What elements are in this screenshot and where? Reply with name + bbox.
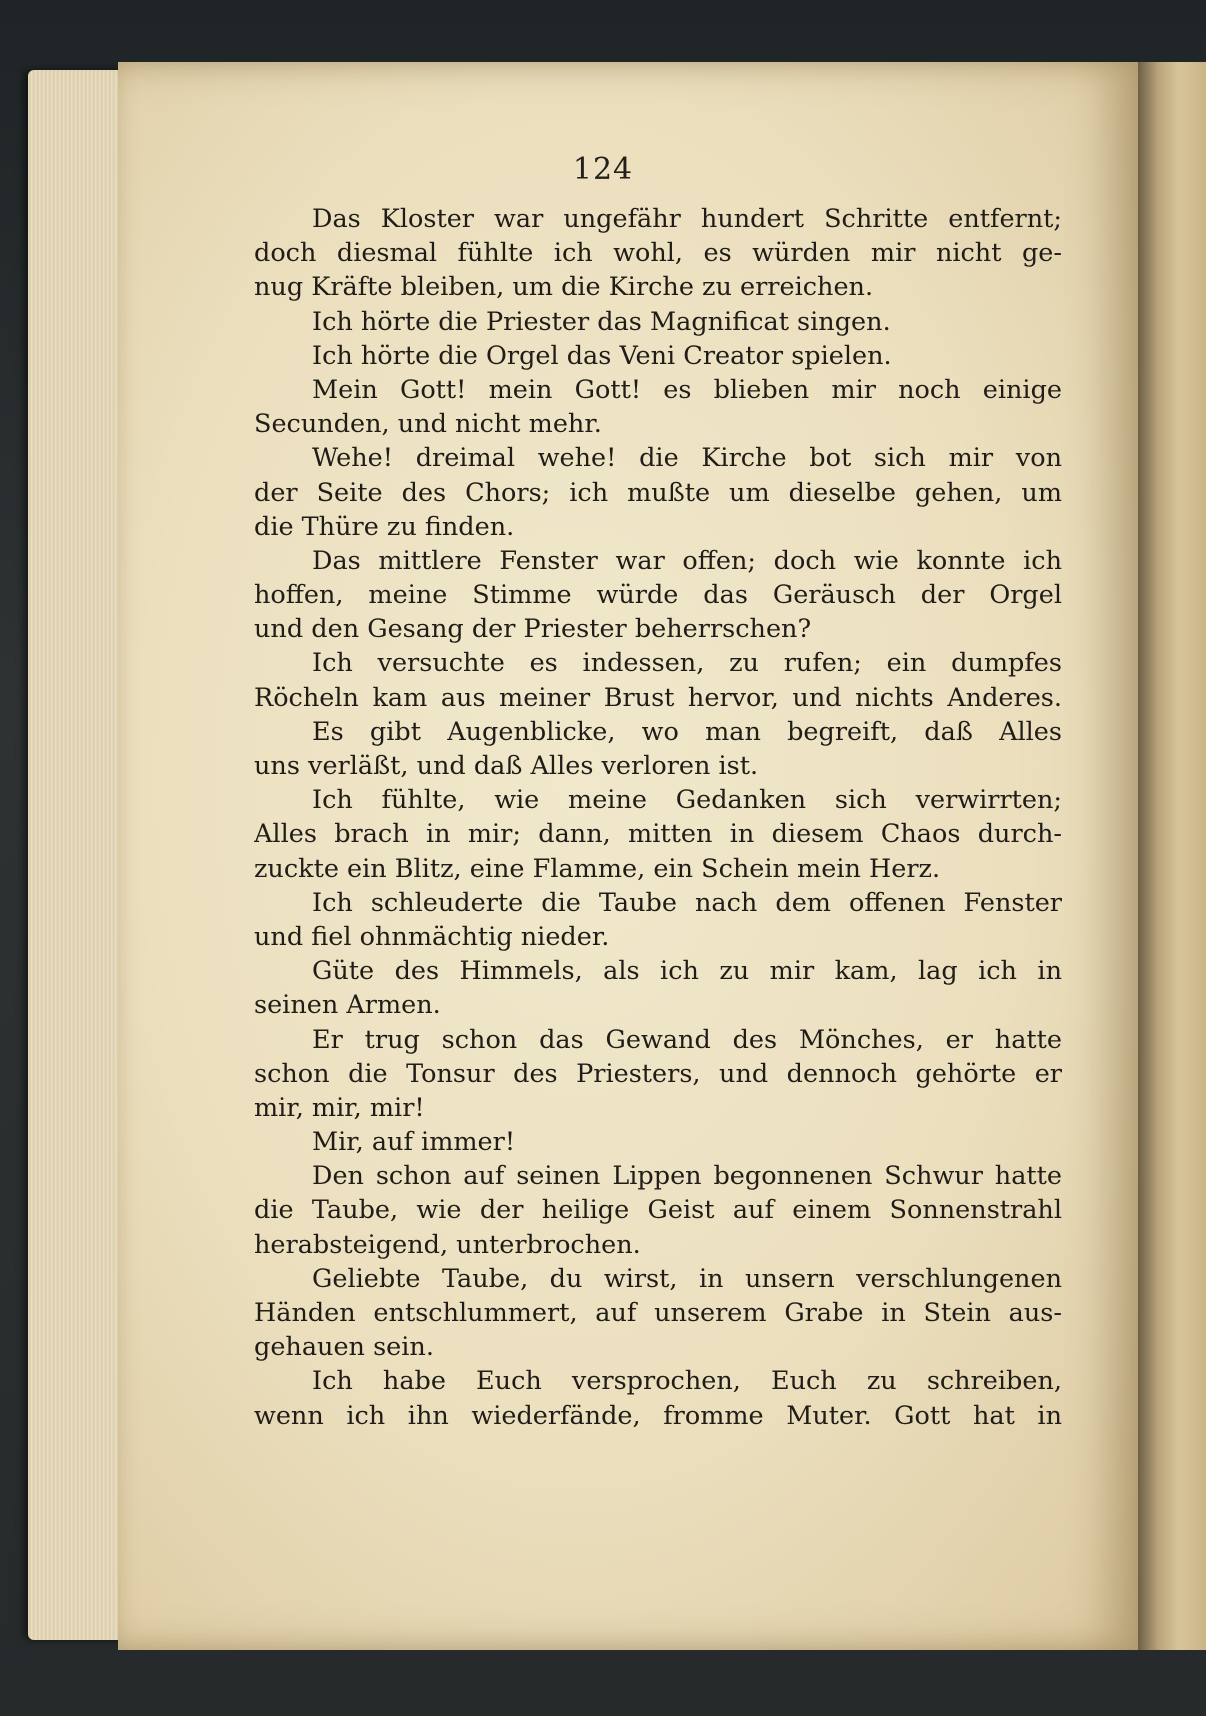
text-line: zuckte ein Blitz, eine Flamme, ein Schein mein Herz. bbox=[254, 853, 941, 884]
text-line: doch diesmal fühlte ich wohl, es würden mir nicht ge- bbox=[254, 238, 1062, 269]
text-line: Ich habe Euch versprochen, Euch zu schreiben, bbox=[312, 1366, 1062, 1397]
text-line: Mein Gott! mein Gott! es blieben mir noch einige bbox=[312, 374, 1062, 405]
text-line: Mir, auf immer! bbox=[312, 1127, 516, 1158]
page-text bbox=[254, 202, 1062, 1433]
text-line: Ich hörte die Priester das Magnificat singen. bbox=[312, 306, 891, 337]
text-line: nug Kräfte bleiben, um die Kirche zu erreichen. bbox=[254, 272, 874, 303]
text-line: Das mittlere Fenster war offen; doch wie konnte ich bbox=[312, 545, 1062, 576]
text-line: die Taube, wie der heilige Geist auf einem Sonnenstrahl bbox=[254, 1195, 1062, 1226]
text-line: gehauen sein. bbox=[254, 1332, 434, 1363]
text-line: herabsteigend, unterbrochen. bbox=[254, 1229, 641, 1260]
text-line: Ich fühlte, wie meine Gedanken sich verwirrten; bbox=[312, 785, 1062, 816]
page-number: 124 bbox=[572, 152, 634, 187]
text-line: Händen entschlummert, auf unserem Grabe in Stein aus- bbox=[254, 1298, 1062, 1328]
text-line: seinen Armen. bbox=[254, 990, 441, 1021]
text-line: Wehe! dreimal wehe! die Kirche bot sich mir von bbox=[312, 443, 1062, 474]
text-line: Ich versuchte es indessen, zu rufen; ein dumpfes bbox=[312, 648, 1062, 679]
text-line: und den Gesang der Priester beherrschen? bbox=[254, 614, 812, 645]
text-line: die Thüre zu finden. bbox=[254, 511, 515, 542]
text-line: Röcheln kam aus meiner Brust hervor, und nichts Anderes. bbox=[254, 682, 1062, 713]
text-line: mir, mir, mir! bbox=[254, 1092, 425, 1123]
text-line: uns verläßt, und daß Alles verloren ist. bbox=[254, 751, 759, 781]
text-line: Ich hörte die Orgel das Veni Creator spielen. bbox=[312, 340, 892, 371]
text-line: Es gibt Augenblicke, wo man begreift, daß Alles bbox=[312, 716, 1062, 747]
text-line: Alles brach in mir; dann, mitten in diesem Chaos durch- bbox=[254, 819, 1062, 850]
text-line: Güte des Himmels, als ich zu mir kam, lag ich in bbox=[312, 956, 1062, 987]
page-gutter bbox=[1138, 62, 1206, 1650]
text-line: und fiel ohnmächtig nieder. bbox=[254, 921, 610, 952]
text-line: Den schon auf seinen Lippen begonnenen Schwur hatte bbox=[312, 1161, 1062, 1192]
text-line: Secunden, und nicht mehr. bbox=[254, 409, 602, 440]
text-line: wenn ich ihn wiederfände, fromme Muter. Gott hat in bbox=[254, 1400, 1062, 1431]
text-line: Ich schleuderte die Taube nach dem offenen Fenster bbox=[312, 887, 1062, 918]
text-line: hoffen, meine Stimme würde das Geräusch der Orgel bbox=[254, 580, 1062, 611]
text-line: schon die Tonsur des Priesters, und dennoch gehörte er bbox=[254, 1058, 1062, 1089]
text-line: Das Kloster war ungefähr hundert Schritte entfernt; bbox=[312, 204, 1062, 234]
text-line: Er trug schon das Gewand des Mönches, er hatte bbox=[312, 1024, 1062, 1055]
text-line: der Seite des Chors; ich mußte um dieselbe gehen, um bbox=[254, 477, 1062, 508]
text-line: Geliebte Taube, du wirst, in unsern verschlungenen bbox=[312, 1263, 1062, 1294]
